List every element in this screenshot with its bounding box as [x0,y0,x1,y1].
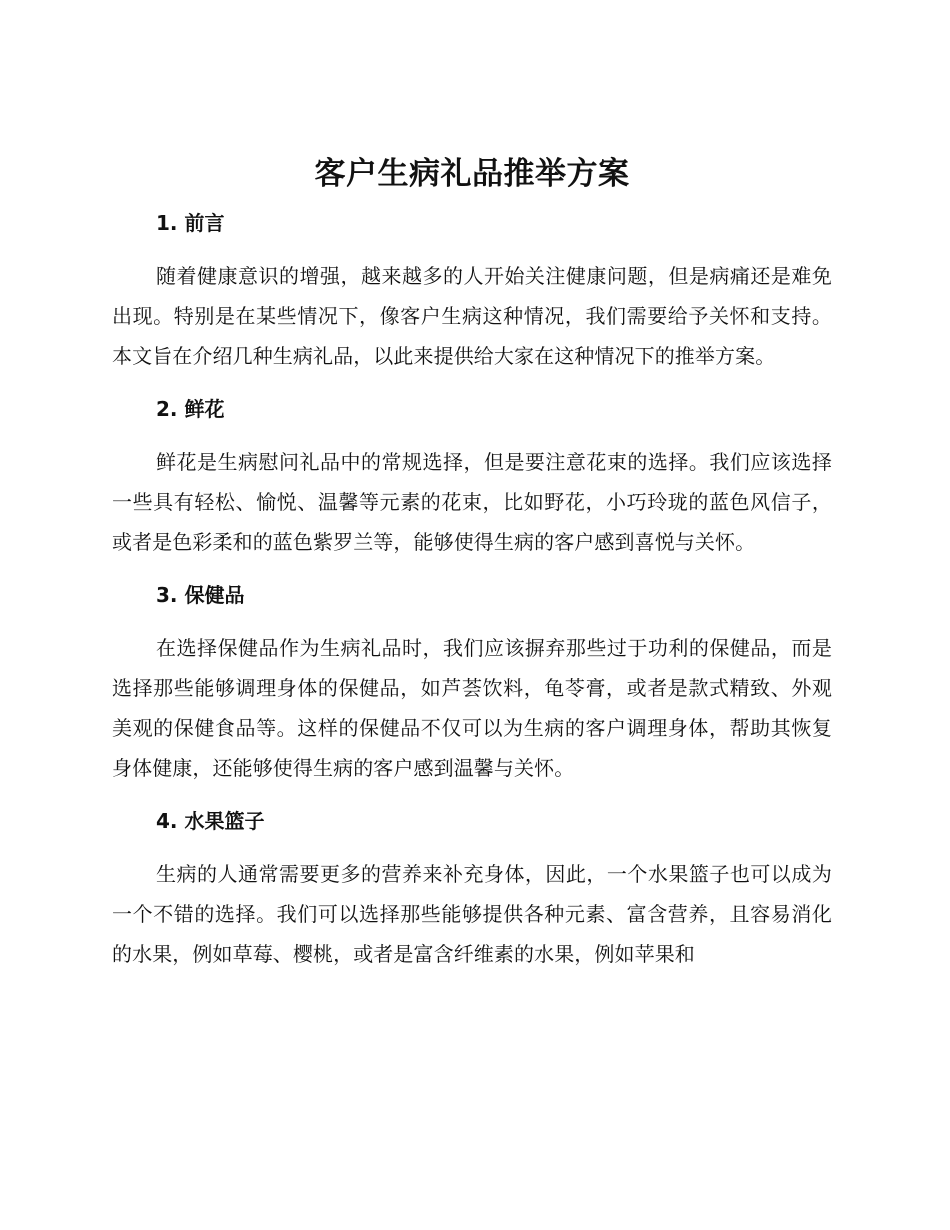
section-heading: 2. 鲜花 [156,397,225,421]
section-heading: 3. 保健品 [156,583,245,607]
document-title: 客户生病礼品推举方案 [314,156,630,192]
section-paragraph: 鲜花是生病慰问礼品中的常规选择，但是要注意花束的选择。我们应该选择一些具有轻松、愉悦、温馨等元素的花束，比如野花，小巧玲珑的蓝色风信子，或者是色彩柔和的蓝色紫罗兰等，能够使得生病的客户感到喜悦与关怀。 [112,450,832,554]
section-flowers [112,394,832,562]
section-preface [112,208,832,376]
section-fruit-basket [112,806,832,974]
section-paragraph: 在选择保健品作为生病礼品时，我们应该摒弃那些过于功利的保健品，而是选择那些能够调理身体的保健品，如芦荟饮料，龟苓膏，或者是款式精致、外观美观的保健食品等。这样的保健品不仅可以为生病的客户调理身体，帮助其恢复身体健康，还能够使得生病的客户感到温馨与关怀。 [112,636,832,780]
section-health-products [112,580,832,788]
section-paragraph: 随着健康意识的增强，越来越多的人开始关注健康问题，但是病痛还是难免出现。特别是在某些情况下，像客户生病这种情况，我们需要给予关怀和支持。本文旨在介绍几种生病礼品，以此来提供给大家在这种情况下的推举方案。 [112,264,832,368]
section-paragraph: 生病的人通常需要更多的营养来补充身体，因此，一个水果篮子也可以成为一个不错的选择。我们可以选择那些能够提供各种元素、富含营养，且容易消化的水果，例如草莓、樱桃，或者是富含纤维素的水果，例如苹果和 [112,862,832,966]
document-content [112,148,832,974]
section-heading: 4. 水果篮子 [156,809,265,833]
section-heading: 1. 前言 [156,211,225,235]
